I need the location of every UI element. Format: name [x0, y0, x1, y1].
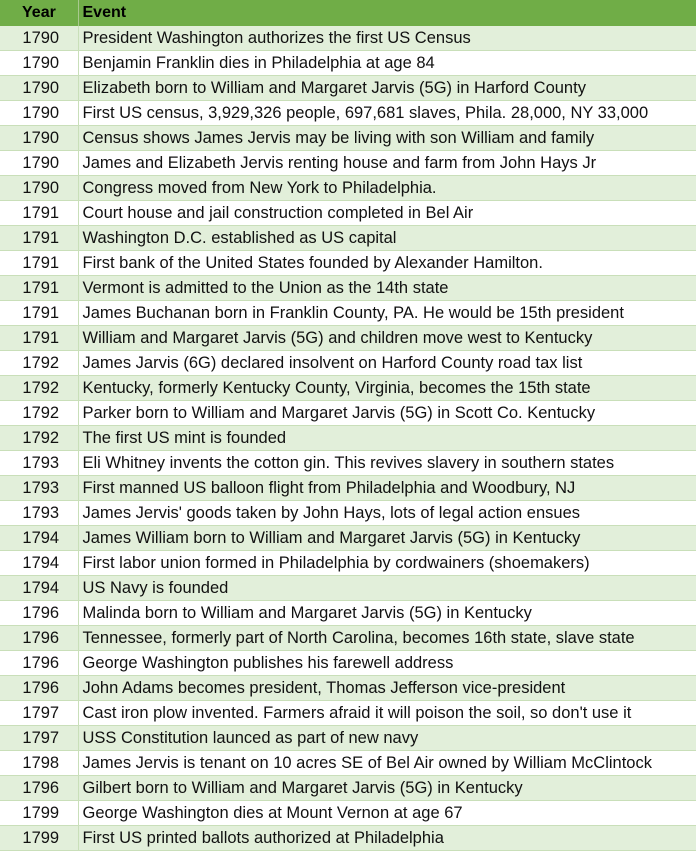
table-row: [0, 576, 696, 601]
year-cell[interactable]: 1797: [0, 701, 78, 726]
year-cell[interactable]: 1799: [0, 801, 78, 826]
table-row: [0, 801, 696, 826]
year-cell[interactable]: 1796: [0, 601, 78, 626]
table-row: [0, 76, 696, 101]
year-cell[interactable]: 1796: [0, 651, 78, 676]
table-row: [0, 501, 696, 526]
table-row: [0, 601, 696, 626]
event-cell[interactable]: Tennessee, formerly part of North Carolina, becomes 16th state, slave state: [78, 626, 696, 651]
table-row: [0, 426, 696, 451]
event-cell[interactable]: USS Constitution launced as part of new navy: [78, 726, 696, 751]
event-cell[interactable]: Washington D.C. established as US capital: [78, 226, 696, 251]
year-cell[interactable]: 1794: [0, 551, 78, 576]
event-cell[interactable]: William and Margaret Jarvis (5G) and children move west to Kentucky: [78, 326, 696, 351]
year-cell[interactable]: 1792: [0, 401, 78, 426]
year-cell[interactable]: 1794: [0, 526, 78, 551]
year-cell[interactable]: 1798: [0, 751, 78, 776]
year-cell[interactable]: 1799: [0, 826, 78, 851]
event-cell[interactable]: Census shows James Jervis may be living with son William and family: [78, 126, 696, 151]
year-cell[interactable]: 1790: [0, 151, 78, 176]
event-cell[interactable]: Congress moved from New York to Philadelphia.: [78, 176, 696, 201]
table-row: [0, 651, 696, 676]
year-cell[interactable]: 1792: [0, 376, 78, 401]
table-row: [0, 401, 696, 426]
year-cell[interactable]: 1793: [0, 451, 78, 476]
year-cell[interactable]: 1791: [0, 326, 78, 351]
table-row: [0, 751, 696, 776]
year-cell[interactable]: 1790: [0, 51, 78, 76]
table-row: [0, 476, 696, 501]
event-cell[interactable]: Vermont is admitted to the Union as the 14th state: [78, 276, 696, 301]
event-cell[interactable]: US Navy is founded: [78, 576, 696, 601]
event-cell[interactable]: First bank of the United States founded by Alexander Hamilton.: [78, 251, 696, 276]
event-cell[interactable]: Eli Whitney invents the cotton gin. This revives slavery in southern states: [78, 451, 696, 476]
event-cell[interactable]: Kentucky, formerly Kentucky County, Virginia, becomes the 15th state: [78, 376, 696, 401]
event-cell[interactable]: George Washington publishes his farewell address: [78, 651, 696, 676]
year-cell[interactable]: 1796: [0, 776, 78, 801]
table-row: [0, 376, 696, 401]
event-cell[interactable]: The first US mint is founded: [78, 426, 696, 451]
year-cell[interactable]: 1791: [0, 251, 78, 276]
table-row: [0, 451, 696, 476]
year-cell[interactable]: 1790: [0, 101, 78, 126]
year-cell[interactable]: 1791: [0, 276, 78, 301]
event-cell[interactable]: Malinda born to William and Margaret Jarvis (5G) in Kentucky: [78, 601, 696, 626]
year-cell[interactable]: 1797: [0, 726, 78, 751]
event-cell[interactable]: James William born to William and Margaret Jarvis (5G) in Kentucky: [78, 526, 696, 551]
table-row: [0, 126, 696, 151]
table-row: [0, 276, 696, 301]
table-row: [0, 301, 696, 326]
event-cell[interactable]: President Washington authorizes the first US Census: [78, 26, 696, 51]
year-cell[interactable]: 1796: [0, 676, 78, 701]
event-cell[interactable]: First US census, 3,929,326 people, 697,681 slaves, Phila. 28,000, NY 33,000: [78, 101, 696, 126]
table-row: [0, 226, 696, 251]
event-cell[interactable]: Court house and jail construction completed in Bel Air: [78, 201, 696, 226]
table-row: [0, 201, 696, 226]
year-cell[interactable]: 1792: [0, 426, 78, 451]
year-cell[interactable]: 1791: [0, 201, 78, 226]
year-cell[interactable]: 1793: [0, 501, 78, 526]
year-cell[interactable]: 1790: [0, 126, 78, 151]
year-cell[interactable]: 1793: [0, 476, 78, 501]
year-cell[interactable]: 1790: [0, 176, 78, 201]
year-cell[interactable]: 1796: [0, 626, 78, 651]
table-row: [0, 676, 696, 701]
table-row: [0, 626, 696, 651]
event-cell[interactable]: George Washington dies at Mount Vernon at age 67: [78, 801, 696, 826]
year-cell[interactable]: 1790: [0, 26, 78, 51]
year-cell[interactable]: 1792: [0, 351, 78, 376]
year-column-header[interactable]: Year: [0, 0, 78, 26]
year-cell[interactable]: 1790: [0, 76, 78, 101]
event-cell[interactable]: First manned US balloon flight from Philadelphia and Woodbury, NJ: [78, 476, 696, 501]
year-cell[interactable]: 1794: [0, 576, 78, 601]
table-row: [0, 701, 696, 726]
table-row: [0, 101, 696, 126]
event-cell[interactable]: James and Elizabeth Jervis renting house and farm from John Hays Jr: [78, 151, 696, 176]
event-cell[interactable]: Benjamin Franklin dies in Philadelphia at age 84: [78, 51, 696, 76]
event-cell[interactable]: First US printed ballots authorized at Philadelphia: [78, 826, 696, 851]
table-row: [0, 826, 696, 851]
table-row: [0, 151, 696, 176]
event-cell[interactable]: James Jervis' goods taken by John Hays, lots of legal action ensues: [78, 501, 696, 526]
table-row: [0, 251, 696, 276]
event-cell[interactable]: John Adams becomes president, Thomas Jefferson vice-president: [78, 676, 696, 701]
header-row: [0, 0, 696, 26]
event-cell[interactable]: James Buchanan born in Franklin County, PA. He would be 15th president: [78, 301, 696, 326]
event-column-header[interactable]: Event: [78, 0, 696, 26]
event-cell[interactable]: Cast iron plow invented. Farmers afraid it will poison the soil, so don't use it: [78, 701, 696, 726]
table-row: [0, 551, 696, 576]
event-cell[interactable]: Elizabeth born to William and Margaret Jarvis (5G) in Harford County: [78, 76, 696, 101]
table-body: [0, 26, 696, 851]
year-cell[interactable]: 1791: [0, 226, 78, 251]
table-row: [0, 26, 696, 51]
table-row: [0, 176, 696, 201]
table-row: [0, 726, 696, 751]
event-cell[interactable]: James Jarvis (6G) declared insolvent on Harford County road tax list: [78, 351, 696, 376]
event-cell[interactable]: First labor union formed in Philadelphia by cordwainers (shoemakers): [78, 551, 696, 576]
table-row: [0, 776, 696, 801]
event-cell[interactable]: Parker born to William and Margaret Jarvis (5G) in Scott Co. Kentucky: [78, 401, 696, 426]
year-cell[interactable]: 1791: [0, 301, 78, 326]
table-row: [0, 351, 696, 376]
table-row: [0, 526, 696, 551]
event-cell[interactable]: James Jervis is tenant on 10 acres SE of Bel Air owned by William McClintock: [78, 751, 696, 776]
event-cell[interactable]: Gilbert born to William and Margaret Jarvis (5G) in Kentucky: [78, 776, 696, 801]
table-row: [0, 326, 696, 351]
table-row: [0, 51, 696, 76]
